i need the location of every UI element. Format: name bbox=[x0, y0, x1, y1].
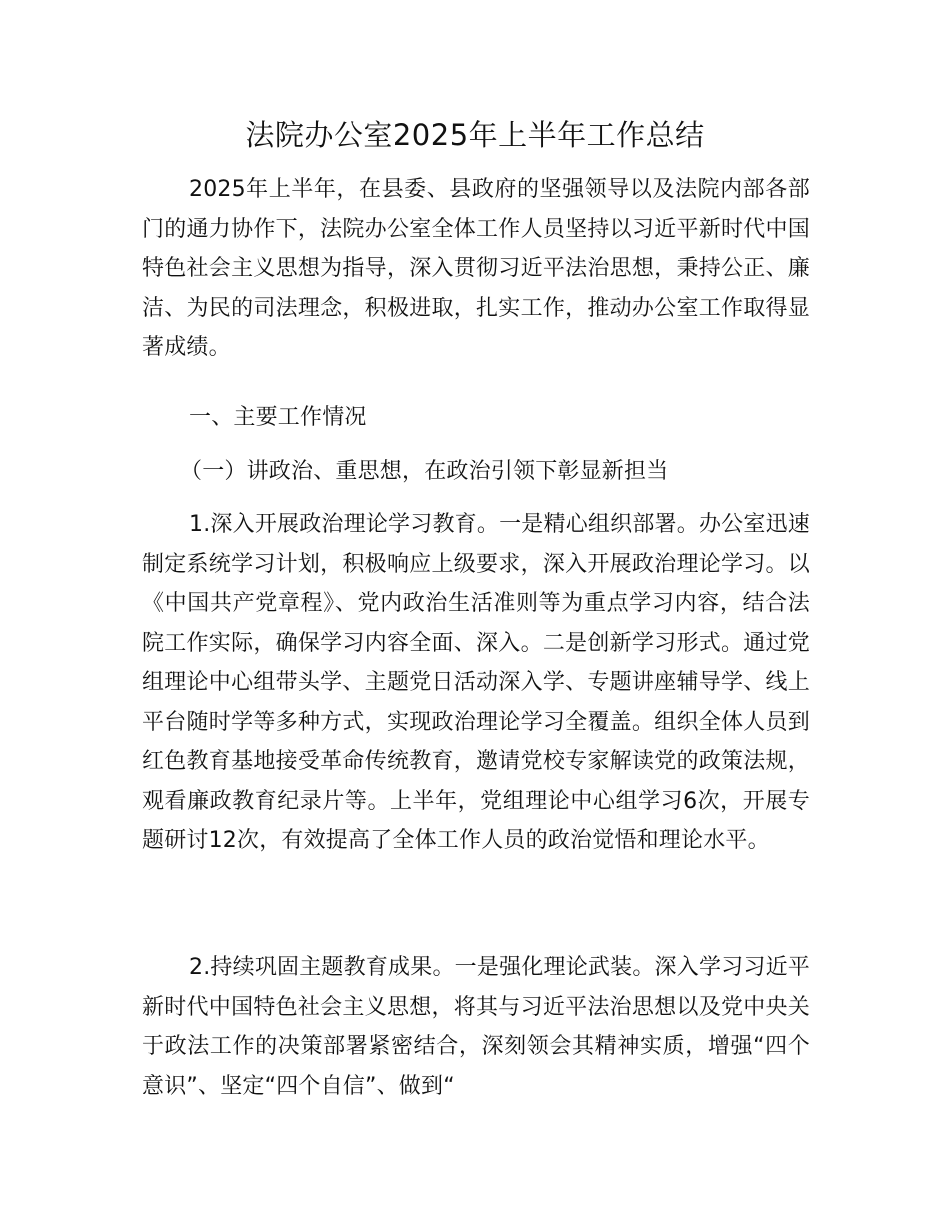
item-2-paragraph: 2.持续巩固主题教育成果。一是强化理论武装。深入学习习近平新时代中国特色社会主义思想，将其与习近平法治思想以及党中央关于政法工作的决策部署紧密结合，深刻领会其精神实质，增强“四个意识”、坚定“四个自信”、做到“ bbox=[142, 955, 810, 1099]
document-title: 法院办公室2025年上半年工作总结 bbox=[245, 118, 705, 152]
subsection-heading: （一）讲政治、重思想，在政治引领下彰显新担当 bbox=[180, 459, 669, 484]
section-heading: 一、主要工作情况 bbox=[189, 405, 367, 430]
intro-paragraph: 2025年上半年，在县委、县政府的坚强领导以及法院内部各部门的通力协作下，法院办公室全体工作人员坚持以习近平新时代中国特色社会主义思想为指导，深入贯彻习近平法治思想，秉持公正、廉洁、为民的司法理念，积极进取，扎实工作，推动办公室工作取得显著成绩。 bbox=[142, 177, 810, 360]
item-1-paragraph: 1.深入开展政治理论学习教育。一是精心组织部署。办公室迅速制定系统学习计划，积极响应上级要求，深入开展政治理论学习。以《中国共产党章程》、党内政治生活准则等为重点学习内容，结合法院工作实际，确保学习内容全面、深入。二是创新学习形式。通过党组理论中心组带头学、主题党日活动深入学、专题讲座辅导学、线上平台随时学等多种方式，实现政治理论学习全覆盖。组织全体人员到红色教育基地接受革命传统教育，邀请党校专家解读党的政策法规，观看廉政教育纪录片等。上半年，党组理论中心组学习6次，开展专题研讨12次，有效提高了全体工作人员的政治觉悟和理论水平。 bbox=[142, 512, 810, 853]
